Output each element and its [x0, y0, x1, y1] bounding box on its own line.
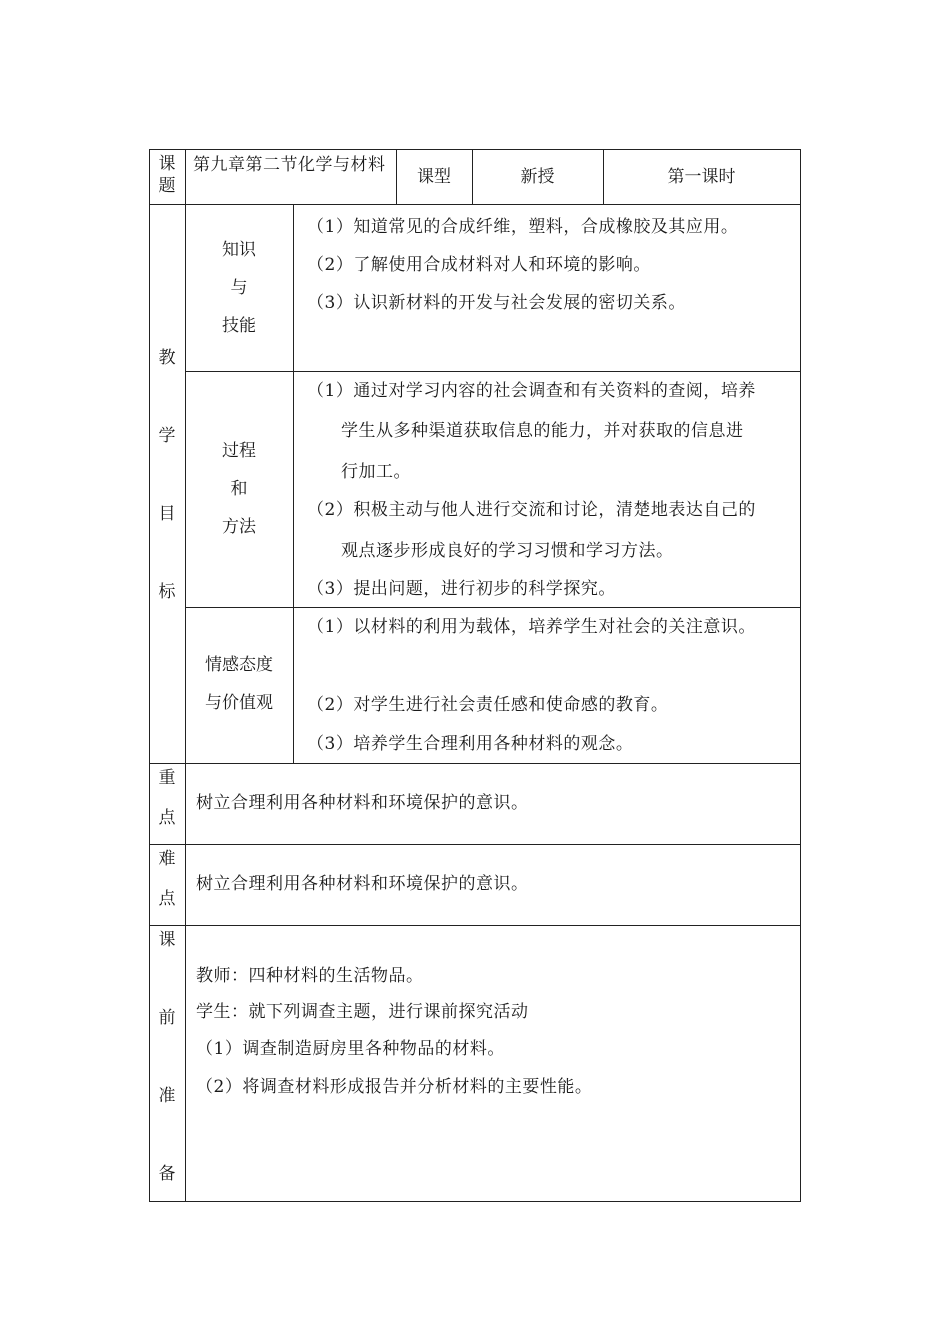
objectives-label-char: 学 [158, 426, 176, 446]
key-point-label-char: 重 [158, 768, 176, 788]
process-item: 观点逐步形成良好的学习习惯和学习方法。 [341, 541, 674, 561]
topic-value: 第九章第二节化学与材料 [193, 155, 386, 175]
divider [149, 204, 801, 205]
process-item: 行加工。 [341, 462, 411, 482]
knowledge-label [185, 231, 293, 345]
process-item: 学生从多种渠道获取信息的能力，并对获取的信息进 [341, 421, 744, 441]
divider [149, 763, 801, 764]
objectives-label-char: 教 [158, 348, 176, 368]
emotion-item: （3）培养学生合理利用各种材料的观念。 [307, 734, 634, 754]
lesson-type-value: 新授 [520, 166, 555, 187]
difficulty-text: 树立合理利用各种材料和环境保护的意识。 [196, 874, 529, 894]
objectives-label-char: 标 [158, 582, 176, 602]
divider [185, 607, 801, 608]
emotion-label [185, 646, 293, 722]
preparation-label-char: 准 [158, 1086, 176, 1106]
divider [149, 844, 801, 845]
preparation-label-char: 课 [158, 930, 176, 950]
lesson-type-label: 课型 [417, 166, 451, 187]
emotion-item: （1）以材料的利用为载体，培养学生对社会的关注意识。 [307, 617, 756, 637]
key-point-label-char: 点 [158, 808, 176, 828]
process-item: （1）通过对学习内容的社会调查和有关资料的查阅，培养 [307, 381, 756, 401]
process-item: （3）提出问题，进行初步的科学探究。 [307, 579, 616, 599]
process-label-line: 过程 [222, 441, 256, 461]
preparation-line: 学生：就下列调查主题，进行课前探究活动 [196, 1002, 529, 1022]
emotion-item: （2）对学生进行社会责任感和使命感的教育。 [307, 695, 669, 715]
preparation-label-char: 前 [158, 1008, 176, 1028]
table-border-left [149, 149, 150, 1202]
knowledge-item: （2）了解使用合成材料对人和环境的影响。 [307, 255, 651, 275]
key-point-text: 树立合理利用各种材料和环境保护的意识。 [196, 793, 529, 813]
preparation-line: （2）将调查材料形成报告并分析材料的主要性能。 [196, 1077, 593, 1097]
table-border-bottom [149, 1201, 801, 1202]
difficulty-label-char: 点 [158, 889, 176, 909]
process-label [185, 432, 293, 546]
divider [293, 204, 294, 764]
process-item: （2）积极主动与他人进行交流和讨论，清楚地表达自己的 [307, 500, 756, 520]
difficulty-label-char: 难 [158, 849, 176, 869]
process-label-line: 方法 [222, 517, 256, 537]
knowledge-label-line: 知识 [222, 240, 256, 260]
preparation-line: 教师：四种材料的生活物品。 [196, 966, 424, 986]
divider [149, 925, 801, 926]
objectives-label-char: 目 [158, 504, 176, 524]
knowledge-item: （1）知道常见的合成纤维，塑料，合成橡胶及其应用。 [307, 217, 739, 237]
emotion-label-line: 情感态度 [205, 655, 273, 675]
knowledge-item: （3）认识新材料的开发与社会发展的密切关系。 [307, 293, 686, 313]
emotion-label-line: 与价值观 [205, 693, 273, 713]
lesson-period: 第一课时 [667, 166, 736, 187]
table-border-right [800, 149, 801, 1202]
divider [185, 371, 801, 372]
knowledge-label-line: 技能 [222, 316, 256, 336]
topic-label: 课 题 [158, 154, 176, 196]
process-label-line: 和 [230, 479, 248, 499]
preparation-line: （1）调查制造厨房里各种物品的材料。 [196, 1039, 505, 1059]
preparation-label-char: 备 [158, 1164, 176, 1184]
knowledge-label-line: 与 [230, 278, 248, 298]
lesson-plan-table [149, 149, 801, 1202]
